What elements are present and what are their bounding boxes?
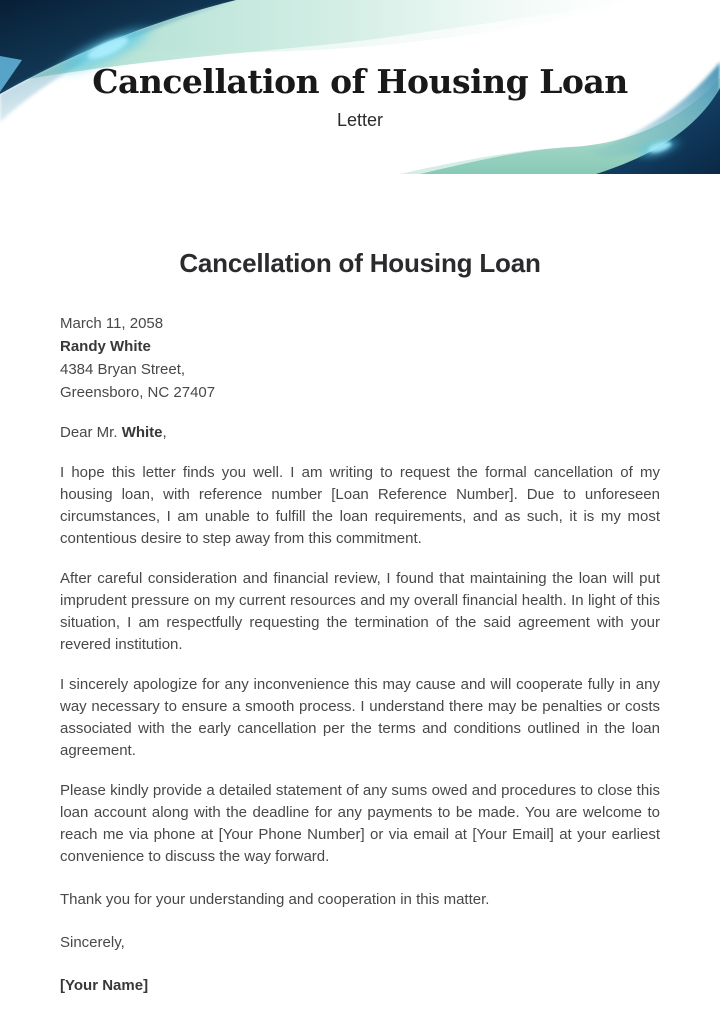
hero-subtitle: Letter <box>336 110 384 130</box>
signoff-line: Sincerely, <box>60 934 125 951</box>
sender-address-line-2: Greensboro, NC 27407 <box>60 384 216 401</box>
hero-banner <box>0 0 720 178</box>
salutation-suffix: , <box>162 424 167 441</box>
sender-name: Randy White <box>60 338 151 355</box>
body-paragraph-4: Please kindly provide a detailed statement of any sums owed and procedures to close this loan account along with the deadline for any payments to be made. You are welcome to reach me via phone at [Your Phone Number] or via email at [Your Email] at your earliest convenience to discuss the way forward. <box>60 782 660 865</box>
letter-date: March 11, 2058 <box>60 315 164 332</box>
sender-address-line-1: 4384 Bryan Street, <box>60 361 186 378</box>
body-paragraph-2: After careful consideration and financial review, I found that maintaining the loan will put imprudent pressure on my current resources and my overall financial health. In light of this situation, I am respectfully requesting the termination of the said agreement with your revered institution. <box>60 570 660 653</box>
hero-text-block <box>0 0 720 132</box>
signature-name: [Your Name] <box>60 977 149 994</box>
letter-heading: Cancellation of Housing Loan <box>179 248 541 278</box>
salutation-name: White <box>121 424 163 441</box>
salutation-prefix: Dear Mr. <box>60 424 122 441</box>
letter-body <box>0 248 720 997</box>
thanks-line: Thank you for your understanding and cooperation in this matter. <box>60 891 490 908</box>
body-paragraph-1: I hope this letter finds you well. I am writing to request the formal cancellation of my housing loan, with reference number [Loan Reference Number]. Due to unforeseen circumstances, I am unable to fulfill the loan requirements, and as such, it is my most contentious desire to step away from this commitment. <box>60 464 660 547</box>
body-paragraph-3: I sincerely apologize for any inconvenience this may cause and will cooperate fully in any way necessary to ensure a smooth process. I understand there may be penalties or costs associated with the early cancellation per the terms and conditions outlined in the loan agreement. <box>60 676 660 759</box>
salutation <box>60 421 660 444</box>
sender-address-block <box>60 312 660 404</box>
hero-title: Cancellation of Housing Loan <box>92 62 628 101</box>
